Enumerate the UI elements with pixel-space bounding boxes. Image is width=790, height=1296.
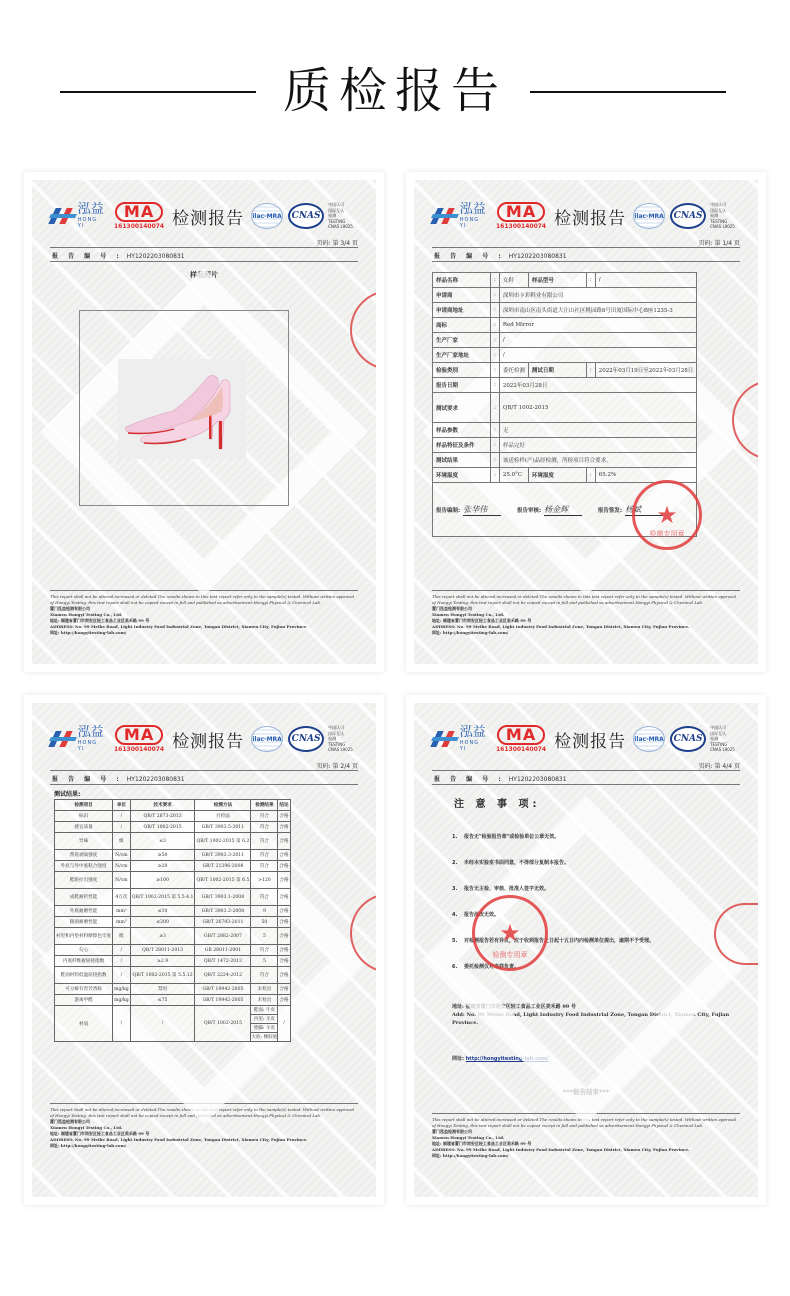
stamp-edge-icon	[732, 380, 758, 460]
signature-issuer: 报告签发: 杨斌	[598, 504, 663, 516]
divider	[432, 784, 740, 785]
sample-photo-frame	[79, 310, 289, 506]
cma-logo: MA 161300140074	[496, 725, 547, 753]
report-card-sample-photo[interactable]	[24, 172, 384, 672]
website-link[interactable]: http://hongyitesting-lab.com/	[465, 1056, 549, 1062]
page-number: 页码: 第 2/4 页	[316, 763, 358, 770]
table-row-material: 材质 / / QB/T 1002-2015 鞋面: 牛皮 内里: 羊皮 垫脚: 羊皮 大底: 橡胶底 /	[55, 1006, 291, 1042]
report-footer: This report shall not be altered,increased or deleted.The results shown in this test report refer only to the sample(s) tested. Without written approval of Hongyi Testing, this test report shall not be copied except in full and published as advertisement.Hongyi Physical & Chemical Lab. 厦门泓益检测有限公司 Xiamen Hongyi Testing Co., Ltd. 地址: 福建省厦门市同安区轻工食品工业区美禾路 99 号 ADDRESS: No. 99 Meihe Road, Light Industry Food Industrial Zone, Tongan District, Xiamen City, Fujian Province. 网址: http://hongyitesting-lab.com/	[432, 590, 740, 636]
table-row: 测试要求 : QB/T 1002-2015	[433, 393, 697, 423]
divider	[432, 770, 740, 771]
star-icon: ★	[656, 501, 678, 529]
report-number: 报 告 编 号 : HY1202203080831	[52, 776, 185, 783]
results-label: 测试结果:	[54, 791, 81, 798]
cma-logo: MA 161300140074	[496, 202, 547, 230]
sample-photo	[118, 359, 246, 459]
table-row: 成鞋耐折性能 4万次 QB/T 1002-2015 第 5.5.4.1 GB/T 3903.1-2008 符合 合格	[55, 889, 291, 906]
hongyi-mark-icon	[432, 729, 458, 749]
signature-compiler: 报告编制: 张华伟	[436, 504, 501, 516]
hongyi-mark-icon	[50, 206, 76, 226]
report-card-info[interactable]	[406, 172, 766, 672]
report-sheet	[414, 703, 758, 1197]
report-card-test-results[interactable]	[24, 695, 384, 1205]
table-row: 外底与外中底粘合强度 N/cm ≥20 GB/T 21396-2008 符合 合格	[55, 861, 291, 872]
report-letterhead	[50, 721, 364, 757]
stamp-edge-icon	[350, 290, 376, 370]
ilac-mra-logo-icon: ilac-MRA	[251, 726, 283, 752]
page-number: 页码: 第 3/4 页	[316, 240, 358, 247]
cnas-logo-icon: CNAS	[288, 203, 324, 229]
table-row: 样品名称 : 女鞋 样品型号 : /	[433, 273, 697, 288]
report-footer: This report shall not be altered,increased or deleted.The results shown in this test report refer only to the sample(s) tested. Without written approval of Hongyi Testing, this test report shall not be copied except in full and published as advertisement.Hongyi Physical & Chemical Lab. 厦门泓益检测有限公司 Xiamen Hongyi Testing Co., Ltd. 地址: 福建省厦门市同安区轻工食品工业区美禾路 99 号 ADDRESS: No. 99 Meihe Road, Light Industry Food Industrial Zone, Tongan District, Xiamen City, Fujian Province. 网址: http://hongyitesting-lab.com/	[50, 590, 358, 636]
report-letterhead	[432, 198, 746, 234]
notice-item: 3. 报告无主检、审核、批准人签字无效。	[452, 886, 550, 892]
cert-lines: 中国认可 国际互认 检测 TESTING CNAS L9025	[710, 725, 735, 753]
divider	[50, 247, 358, 248]
report-card-notices[interactable]	[406, 695, 766, 1205]
table-row: 样品特征及条件 : 样品完好	[433, 438, 697, 453]
report-number: 报 告 编 号 : HY1202203080831	[434, 776, 567, 783]
table-row: 生产厂家地址 : /	[433, 348, 697, 363]
report-number: 报 告 编 号 : HY1202203080831	[434, 253, 567, 260]
notice-item: 6. 委托检测仅对来样负责。	[452, 964, 520, 970]
table-row: 异味 级 ≤3 QB/T 1002-2015 第 6.2 符合 合格	[55, 833, 291, 850]
report-footer: This report shall not be altered,increased or deleted.The results shown in this test report refer only to the sample(s) tested. Without written approval of Hongyi Testing, this test report shall not be copied except in full and published as advertisement.Hongyi Physical & Chemical Lab. 厦门泓益检测有限公司 Xiamen Hongyi Testing Co., Ltd. 地址: 福建省厦门市同安区轻工食品工业区美禾路 99 号 ADDRESS: No. 99 Meihe Road, Light Industry Food Industrial Zone, Tongan District, Xiamen City, Fujian Province. 网址: http://hongyitesting-lab.com/	[432, 1113, 740, 1159]
cert-lines: 中国认可 国际互认 检测 TESTING CNAS L9025	[328, 725, 353, 753]
table-row: 申请商地址 : 深圳市南山区南头街道大汪山社区桃园路8号田厦国际中心B座1235-3	[433, 303, 697, 318]
report-sheet	[414, 180, 758, 664]
cnas-logo-icon: CNAS	[288, 726, 324, 752]
divider	[50, 784, 358, 785]
table-row: 外底耐磨性能 mm³ ≤10 GB/T 3903.2-2008 9 合格	[55, 906, 291, 917]
notice-item: 1. 报告无"检验报告章"或检验单位公章无效。	[452, 834, 560, 840]
table-row: 可分解有害芳香胺 mg/kg 禁用 GB/T 19942-2005 未检出 合格	[55, 984, 291, 995]
table-row: 鞋跟拉出强度 N/cm ≥100 QB/T 1002-2015 第 6.5 >120 合格	[55, 872, 291, 889]
hongyi-mark-icon	[50, 729, 76, 749]
hongyi-logo: 泓益 HONG YI	[432, 203, 488, 229]
table-row: 商标 : Red Mirror	[433, 318, 697, 333]
table-row: 检验类别 : 委托检测 测试日期 : 2022年03月19日至2022年03月28日	[433, 363, 697, 378]
hongyi-logo: 泓益 HONG YI	[50, 726, 106, 752]
cert-lines: 中国认可 国际互认 检测 TESTING CNAS L9025	[710, 202, 735, 230]
ilac-mra-logo-icon: ilac-MRA	[633, 726, 665, 752]
report-footer: This report shall not be altered,increased or deleted.The results shown in this test report refer only to the sample(s) tested. Without written approval of Hongyi Testing, this test report shall not be copied except in full and published as advertisement.Hongyi Physical & Chemical Lab. 厦门泓益检测有限公司 Xiamen Hongyi Testing Co., Ltd. 地址: 福建省厦门市同安区轻工食品工业区美禾路 99 号 ADDRESS: No. 99 Meihe Road, Light Industry Food Industrial Zone, Tongan District, Xiamen City, Fujian Province. 网址: http://hongyitesting-lab.com/	[50, 1103, 358, 1149]
table-row: 生产厂家 : /	[433, 333, 697, 348]
report-word: 检测报告	[172, 208, 245, 229]
hongyi-mark-icon	[432, 206, 458, 226]
table-row: 勾心 / QB/T 28011-2013 GB 28011-2001 符合 合格	[55, 945, 291, 956]
cert-lines: 中国认可 国际互认 检测 TESTING CNAS L9025	[328, 202, 353, 230]
test-results-table	[54, 799, 291, 1042]
stamp-edge-icon	[350, 893, 376, 973]
divider	[50, 770, 358, 771]
report-word: 检测报告	[554, 731, 627, 752]
divider	[432, 247, 740, 248]
notice-item: 4. 报告涂改无效。	[452, 912, 500, 918]
notice-title: 注 意 事 项:	[454, 799, 541, 810]
page-number: 页码: 第 4/4 页	[698, 763, 740, 770]
table-row: 内底纤维板屈挠指数 / ≥2.9 QB/T 1472-2013 5 合格	[55, 956, 291, 967]
ilac-mra-logo-icon: ilac-MRA	[251, 203, 283, 229]
table-row: 测试结果 : 该送检样(产)品经检测，所检项目符合要求。	[433, 453, 697, 468]
table-row: 样品参数 : 无	[433, 423, 697, 438]
notice-item: 2. 未经本实验室书面同意，不得部分复制本报告。	[452, 860, 570, 866]
page-header	[0, 55, 790, 135]
table-row: 帮底剥离强度 N/cm ≥50 GB/T 3903.3-2011 符合 合格	[55, 850, 291, 861]
lab-website: 网址: http://hongyitesting-lab.com/	[452, 1056, 549, 1062]
star-icon: ★	[499, 919, 521, 947]
high-heel-shoe-icon	[118, 359, 246, 459]
header-rule-right	[530, 91, 726, 93]
table-row: 环境温度 : 25.0°C 环境湿度 : 65.2%	[433, 468, 697, 483]
official-seal-icon: ★ 检测专用章	[472, 895, 548, 971]
cnas-logo-icon: CNAS	[670, 726, 706, 752]
table-row: 跟面耐磨性能 mm³ ≤200 GB/T 26703-2011 50 合格	[55, 917, 291, 928]
page-title: 质检报告	[282, 63, 507, 119]
hongyi-logo: 泓益 HONG YI	[50, 203, 106, 229]
lab-address: 地址: 福建省厦门市同安区轻工食品工业区美禾路 99 号 Add: No. 99 Meihe Road, Light Industry Food Industrial Zone, Tongan District, Xiamen City, Fujian Province.	[452, 1004, 730, 1026]
report-end-mark: ***报告结束***	[562, 1088, 610, 1096]
table-row: 衬里和内垫材料摩擦色牢度 级 ≥3 GB/T 2882-2007 5 合格	[55, 928, 291, 945]
hongyi-logo: 泓益 HONG YI	[432, 726, 488, 752]
report-letterhead	[432, 721, 746, 757]
report-sheet	[32, 180, 376, 664]
official-seal-icon: ★ 检测专用章	[632, 480, 702, 550]
report-word: 检测报告	[554, 208, 627, 229]
report-sheet	[32, 703, 376, 1197]
table-row: 申请商 : 深圳市卡彩鞋业有限公司	[433, 288, 697, 303]
report-letterhead	[50, 198, 364, 234]
page-number: 页码: 第 1/4 页	[698, 240, 740, 247]
table-header-row: 检测项目 单位 技术要求 检测方法 检测结果 结论	[55, 800, 291, 811]
section-title: 样品照片	[190, 271, 218, 279]
report-number: 报 告 编 号 : HY1202203080831	[52, 253, 185, 260]
signature-reviewer: 报告审核: 杨金辉	[517, 504, 582, 516]
table-row: 鞋面材料低温屈挠指数 / QB/T 1002-2015 第 5.5.12 QB/T 2224-2012 符合 合格	[55, 967, 291, 984]
report-word: 检测报告	[172, 731, 245, 752]
cma-logo: MA 161300140074	[114, 202, 165, 230]
divider	[50, 261, 358, 262]
cnas-logo-icon: CNAS	[670, 203, 706, 229]
divider	[432, 261, 740, 262]
notice-item: 5. 对检测报告若有异议，应于收到报告之日起十五日内向检测单位提出，逾期不予受理。	[452, 938, 655, 944]
table-row: 感官质量 / QB/T 1002-2015 GB/T 3903.5-2011 符合 合格	[55, 822, 291, 833]
table-row: 游离甲醛 mg/kg ≤75 GB/T 19942-2005 未检出 合格	[55, 995, 291, 1006]
table-row: 标识 / QB/T 2673-2013 目检法 符合 合格	[55, 811, 291, 822]
cma-logo: MA 161300140074	[114, 725, 165, 753]
ilac-mra-logo-icon: ilac-MRA	[633, 203, 665, 229]
table-row: 报告日期 : 2022年03月28日	[433, 378, 697, 393]
